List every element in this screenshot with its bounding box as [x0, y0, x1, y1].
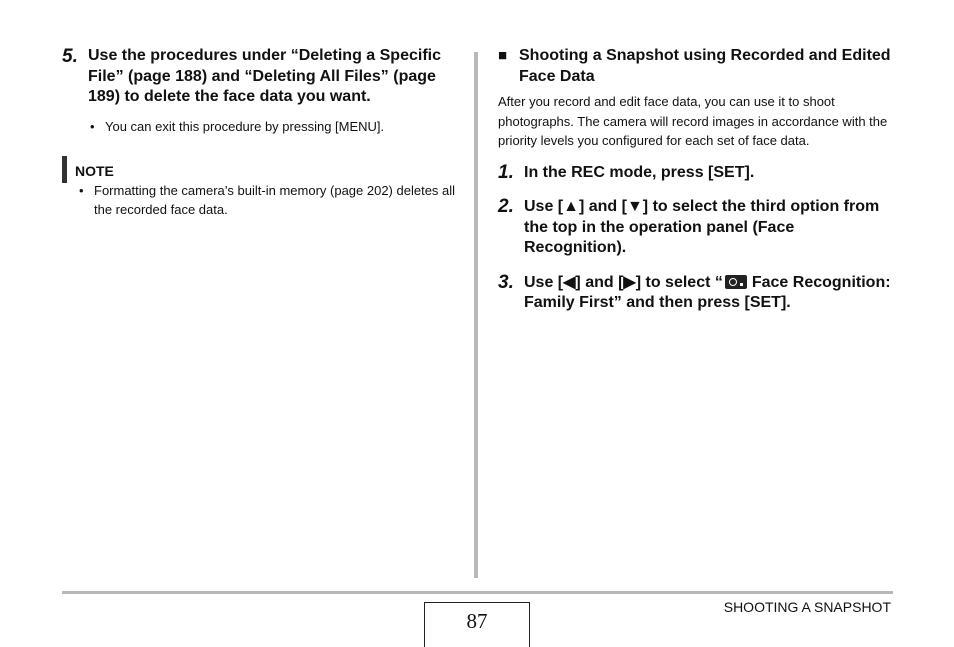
- column-divider: [474, 52, 478, 578]
- note-block: [62, 158, 457, 219]
- footer-section-name: SHOOTING A SNAPSHOT: [723, 599, 891, 615]
- note-bar: [62, 156, 67, 183]
- left-column: [62, 46, 457, 219]
- step-5-bullet: [62, 117, 457, 136]
- section-heading: [498, 46, 893, 87]
- bullet-text: Formatting the camera’s built-in memory (page 202) deletes all the recorded face data.: [94, 182, 456, 217]
- footer-rule: [62, 591, 893, 594]
- step-text-part-2: Face Recognition: Family First” and then press [SET].: [524, 273, 891, 311]
- page-number: 87: [466, 609, 488, 633]
- bullet-dot: •: [90, 118, 95, 134]
- bullet-text: You can exit this procedure by pressing [MENU].: [105, 118, 385, 134]
- step-number: 5.: [62, 46, 78, 67]
- section-title: Shooting a Snapshot using Recorded and Edited Face Data: [519, 47, 891, 85]
- step-number: 1.: [498, 161, 514, 183]
- step-5: [62, 46, 457, 108]
- note-bullet: [62, 181, 457, 219]
- step-2: [498, 197, 893, 259]
- step-text: Use the procedures under “Deleting a Specific File” (page 188) and “Deleting All Files” (page 189) to delete the face data you want.: [88, 47, 441, 105]
- step-number: 3.: [498, 271, 514, 293]
- intro-paragraph: After you record and edit face data, you can use it to shoot photographs. The camera will record images in accordance with the priority levels you configured for each set of face data.: [498, 94, 888, 148]
- note-title: NOTE: [75, 162, 114, 179]
- step-text: In the REC mode, press [SET].: [524, 163, 755, 181]
- page-number-box: [424, 602, 530, 647]
- step-3: [498, 273, 893, 314]
- step-1: [498, 163, 893, 184]
- step-number: 2.: [498, 196, 514, 217]
- step-text: [524, 273, 893, 314]
- face-recognition-family-icon: [725, 275, 747, 289]
- right-column: [498, 46, 893, 314]
- section-marker: ■: [498, 47, 508, 64]
- step-text-part-1: Use [◀] and [▶] to select “: [524, 273, 723, 291]
- bullet-dot: •: [79, 182, 84, 198]
- step-text: Use [▲] and [▼] to select the third option from the top in the operation panel (Face Recognition).: [524, 198, 880, 256]
